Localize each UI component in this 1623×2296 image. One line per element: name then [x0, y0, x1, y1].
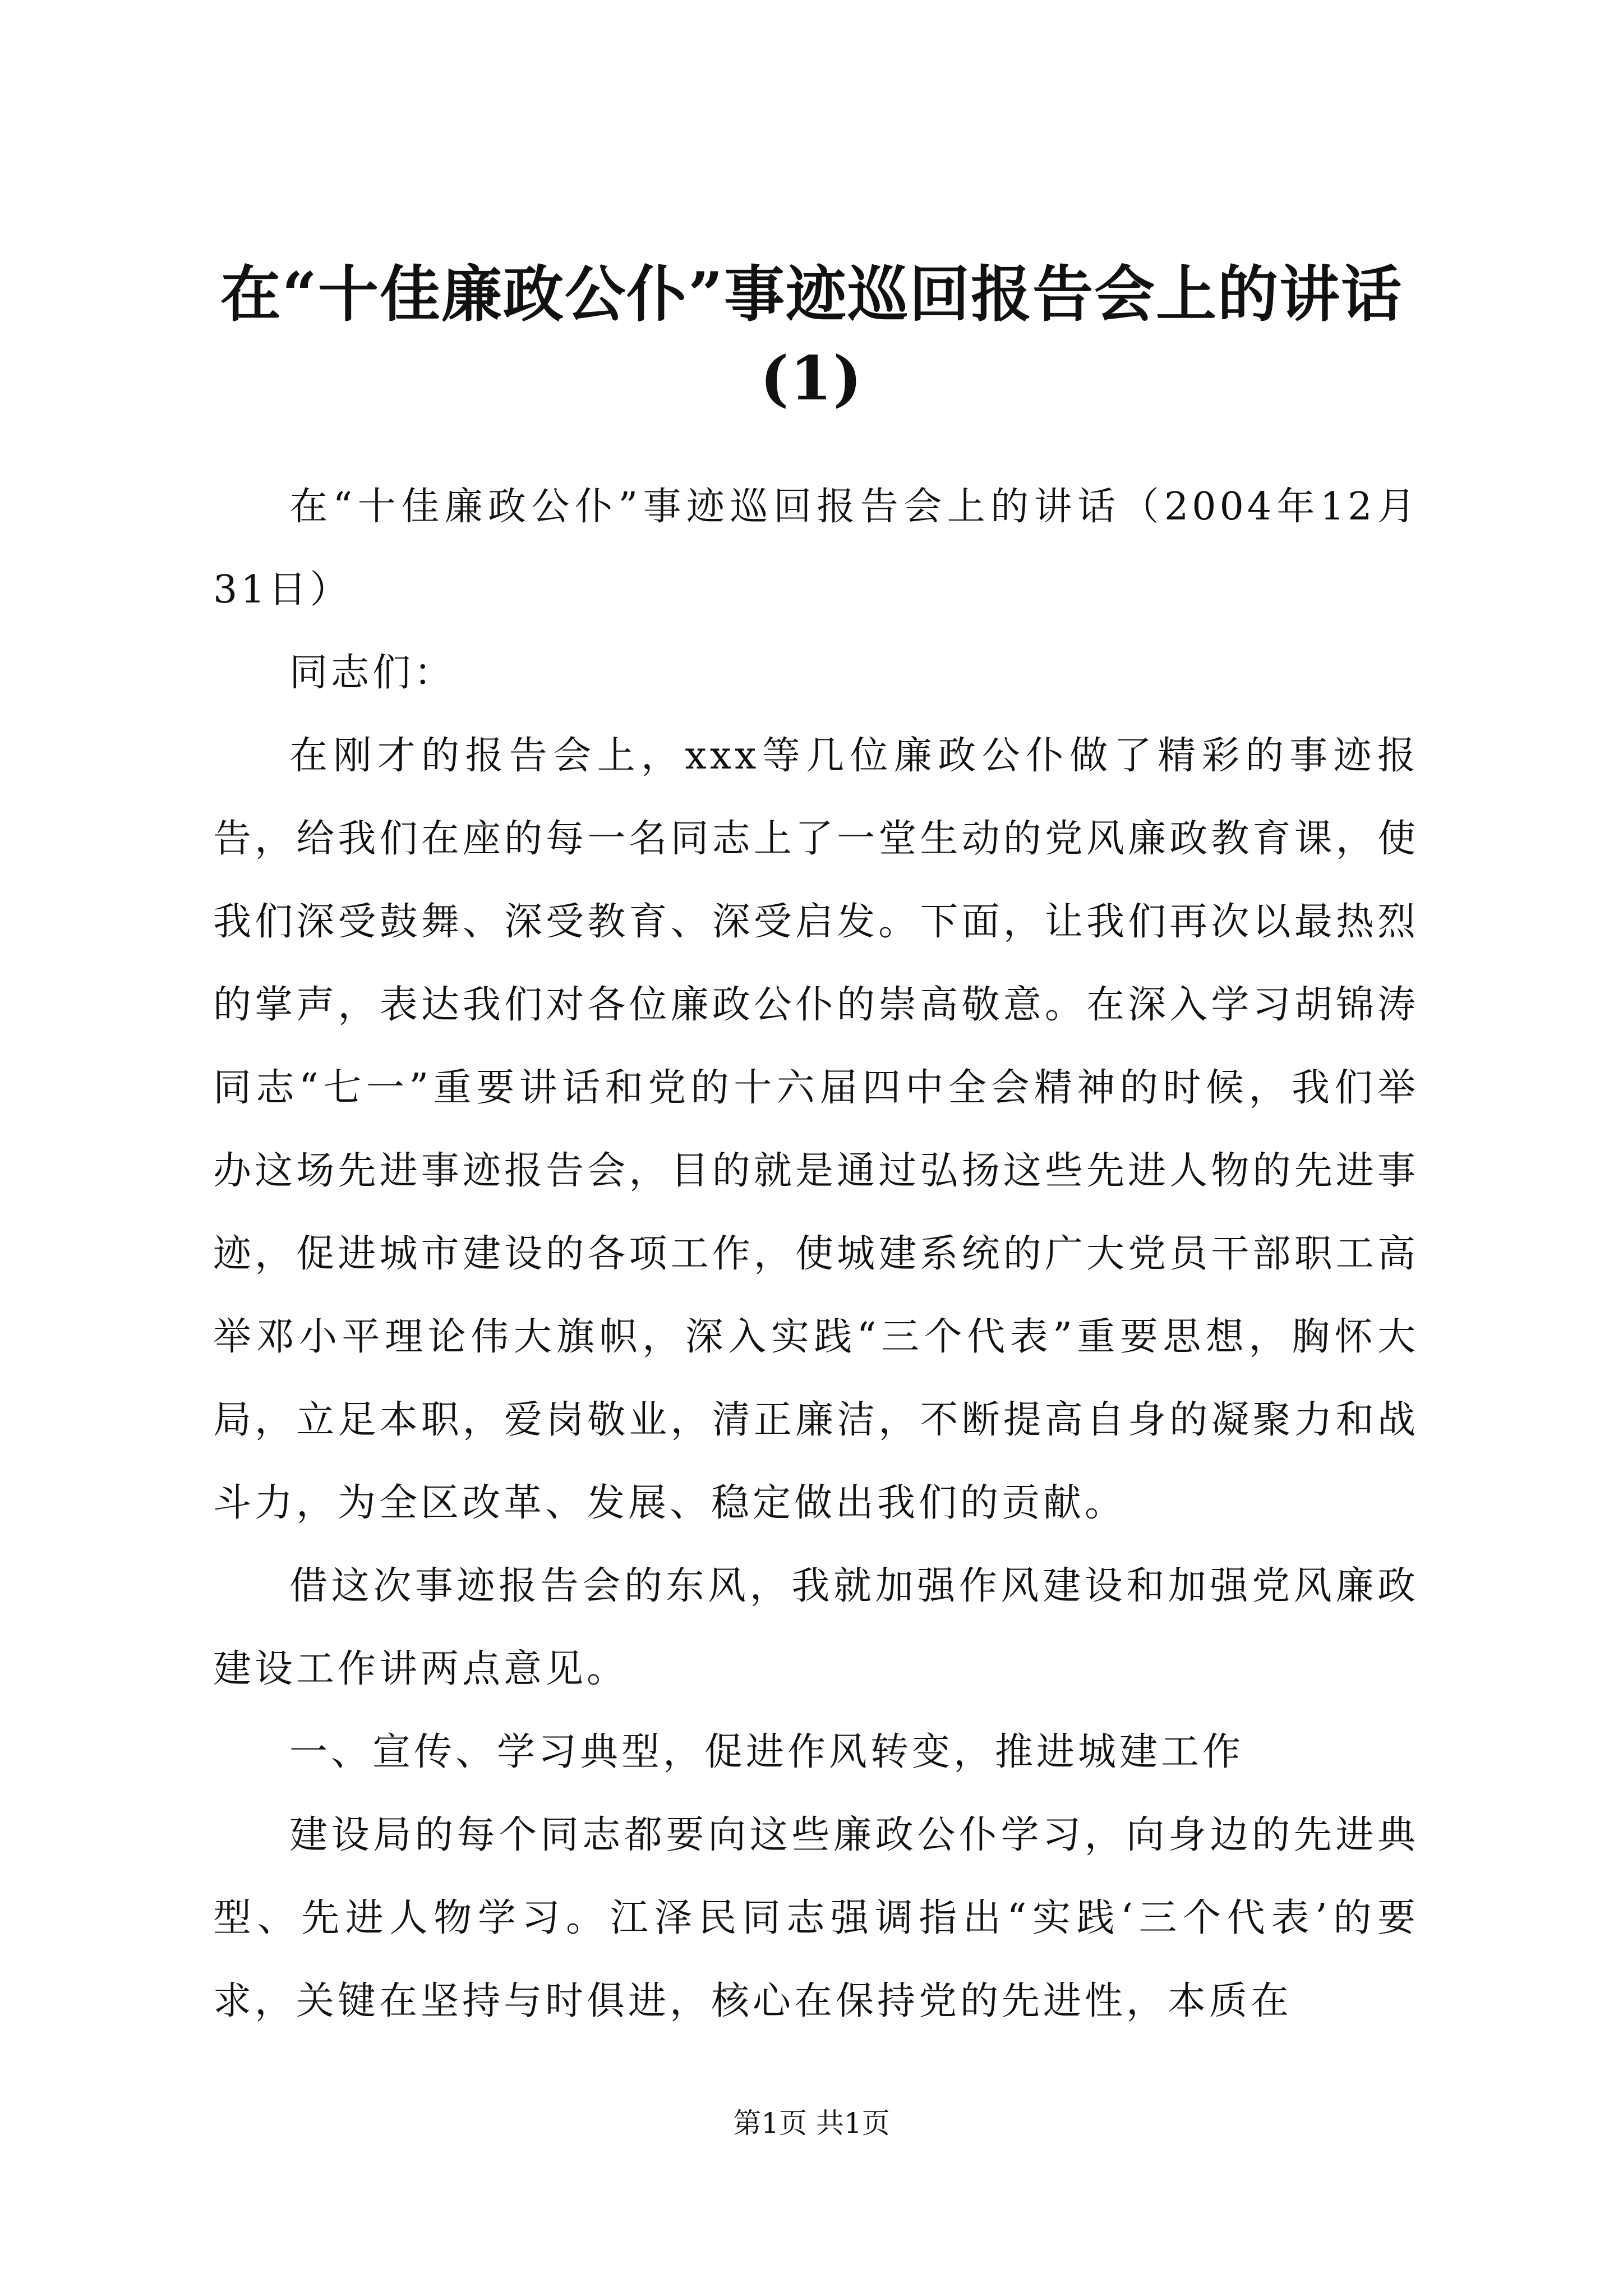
paragraph-opening: 在刚才的报告会上，xxx等几位廉政公仆做了精彩的事迹报告，给我们在座的每一名同志上了一堂生动的党风廉政教育课，使我们深受鼓舞、深受教育、深受启发。下面，让我们再次以最热烈的掌声，表达我们对各位廉政公仆的崇高敬意。在深入学习胡锦涛同志“七一”重要讲话和党的十六届四中全会精神的时候，我们举办这场先进事迹报告会，目的就是通过弘扬这些先进人物的先进事迹，促进城市建设的各项工作，使城建系统的广大党员干部职工高举邓小平理论伟大旗帜，深入实践“三个代表”重要思想，胸怀大局，立足本职，爱岗敬业，清正廉洁，不断提高自身的凝聚力和战斗力，为全区改革、发展、稳定做出我们的贡献。: [213, 734, 1419, 1525]
document-body: [213, 466, 1419, 2043]
paragraph-transition: 借这次事迹报告会的东风，我就加强作风建设和加强党风廉政建设工作讲两点意见。: [213, 1564, 1419, 1691]
paragraph-salutation: 同志们：: [289, 651, 456, 695]
document-title: 在“十佳廉政公仆”事迹巡回报告会上的讲话(1): [220, 259, 1403, 414]
page-footer: 第1页 共1页: [733, 2107, 890, 2139]
section-heading-one: 一、宣传、学习典型，促进作风转变，推进城建工作: [289, 1730, 1244, 1774]
paragraph-subtitle: 在“十佳廉政公仆”事迹巡回报告会上的讲话（2004年12月31日）: [213, 485, 1419, 612]
paragraph-section-one: 建设局的每个同志都要向这些廉政公仆学习，向身边的先进典型、先进人物学习。江泽民同志强调指出“实践‘三个代表’的要求，关键在坚持与时俱进，核心在保持党的先进性，本质在: [213, 1813, 1419, 2023]
